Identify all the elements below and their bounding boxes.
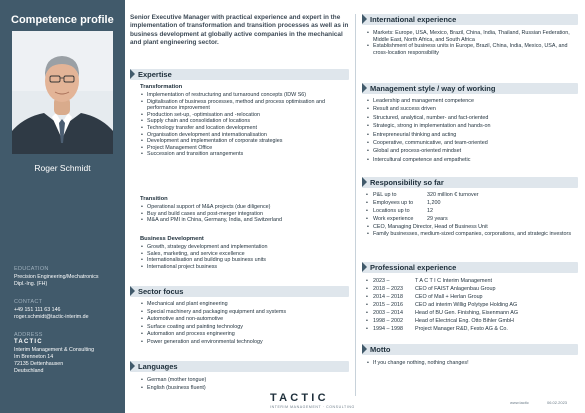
row-bullet: • [366, 310, 368, 316]
list-item: • Buy and build cases and post-merger integration [140, 211, 348, 218]
list-item: • English (business fluent) [140, 385, 348, 393]
list-item: • Operational support of M&A projects (due diligence) [140, 204, 348, 211]
subheading-business-development: Business Development [140, 236, 204, 242]
row-years: 2003 – 2014 [373, 310, 403, 316]
list-item: • Surface coating and painting technology [140, 324, 348, 332]
list-item: • Project Management Office [140, 145, 348, 152]
list-item: • Markets: Europe, USA, Mexico, Brazil, China, India, Thailand, Russian Federation, Middle East, North Africa, and South Africa [366, 30, 576, 43]
contact-heading: CONTACT [14, 299, 43, 305]
row-description: CEO of Mall + Herlan Group [415, 294, 483, 300]
row-label: Locations up to [373, 208, 410, 214]
row-description: CEO of FAIST Anlagenbau Group [415, 286, 496, 292]
intro-text: Senior Executive Manager with practical experience and expert in the implementation of transformation and transition processes as well as in business development at globally active companies in the mechanical and plant engineering sector. [130, 14, 349, 47]
sector-focus-list [140, 301, 348, 347]
address-company-logo: TACTIC [14, 339, 43, 345]
business-development-list [140, 244, 348, 270]
right-column [362, 0, 580, 413]
footer-website[interactable]: www.tactic [510, 400, 529, 405]
portrait-photo [12, 31, 113, 154]
row-value: 320 million € turnover [427, 192, 479, 198]
education-heading: EDUCATION [14, 266, 49, 272]
languages-list [140, 377, 348, 392]
row-description: Project Manager R&D, Festo AG & Co. [415, 326, 508, 332]
list-item: • CEO, Managing Director, Head of Business Unit [366, 224, 576, 231]
list-item: • Succession and transition arrangements [140, 151, 348, 158]
section-title: Professional experience [370, 263, 457, 272]
row-bullet: • [366, 318, 368, 324]
international-list [366, 30, 576, 56]
list-item: • Digitalisation of business processes, method and process optimisation and performance improvement [140, 99, 348, 112]
triangle-marker-icon [362, 177, 367, 187]
portrait-icon [12, 31, 113, 154]
list-item: • Result and success driven [366, 105, 576, 113]
section-title: International experience [370, 15, 457, 24]
triangle-marker-icon [362, 262, 367, 272]
row-description: Head of BU Gen. Finishing, Eisenmann AG [415, 310, 519, 316]
row-years: 2023 – [373, 278, 390, 284]
subheading-transformation: Transformation [140, 84, 183, 90]
professional-section-header [362, 262, 578, 273]
row-bullet: • [366, 294, 368, 300]
triangle-marker-icon [130, 69, 135, 79]
row-label: Work experience [373, 216, 414, 222]
row-description: CEO ad interim Willig Polytype Holding AG [415, 302, 518, 308]
row-value: 1,200 [427, 200, 441, 206]
transformation-list [140, 92, 348, 158]
address-heading: ADDRESS [14, 332, 43, 338]
row-bullet: • [366, 286, 368, 292]
list-item: • Cooperative, communicative, and team-oriented [366, 139, 576, 147]
row-value: 12 [427, 208, 433, 214]
list-item: • Power generation and environmental technology [140, 339, 348, 347]
list-item: • M&A and PMI in China, Germany, India, and Switzerland [140, 217, 348, 224]
list-item: • Mechanical and plant engineering [140, 301, 348, 309]
row-label: P&L up to [373, 192, 397, 198]
list-item: • Growth, strategy development and implementation [140, 244, 348, 251]
international-section-header [362, 14, 578, 25]
person-name: Roger Schmidt [34, 163, 91, 173]
row-bullet: • [366, 200, 368, 206]
row-years: 1994 – 1998 [373, 326, 403, 332]
section-title: Responsibility so far [370, 178, 444, 187]
row-label: Employees up to [373, 200, 414, 206]
management-style-section-header [362, 83, 578, 94]
list-item: • Automation and process engineering [140, 331, 348, 339]
list-item: • Structured, analytical, number- and fact-oriented [366, 114, 576, 122]
triangle-marker-icon [362, 14, 367, 24]
row-years: 2015 – 2016 [373, 302, 403, 308]
row-description: Head of Electrical Eng. Otto Bihler GmbH [415, 318, 514, 324]
list-item: • International project business [140, 264, 348, 271]
row-bullet: • [366, 302, 368, 308]
management-style-list [366, 97, 576, 164]
row-bullet: • [366, 208, 368, 214]
list-item: • Entrepreneurial thinking and acting [366, 131, 576, 139]
row-years: 2014 – 2018 [373, 294, 403, 300]
motto-section-header [362, 344, 578, 355]
row-years: 1998 – 2002 [373, 318, 403, 324]
list-item: • German (mother tongue) [140, 377, 348, 385]
list-item: • Establishment of business units in Europe, Brazil, China, India, Mexico, USA, and cross-location responsibility [366, 43, 576, 56]
expertise-section-header [130, 69, 349, 80]
row-years: 2018 – 2023 [373, 286, 403, 292]
triangle-marker-icon [130, 361, 135, 371]
list-item: • Sales, marketing, and service excellence [140, 251, 348, 258]
list-item: • Technology transfer and location development [140, 125, 348, 132]
row-description: T A C T I C Interim Management [415, 278, 492, 284]
list-item: • If you change nothing, nothing changes! [366, 360, 576, 367]
list-item: • Intercultural competence and empathetic [366, 156, 576, 164]
list-item: • Organisation development and internationalisation [140, 132, 348, 139]
list-item: • Family businesses, medium-sized companies, corporations, and strategic investors [366, 231, 576, 238]
list-item: • Automotive and non-automotive [140, 316, 348, 324]
footer-date: 06.02.2023 [547, 400, 568, 405]
row-bullet: • [366, 216, 368, 222]
email-address[interactable]: roger.schmidt@tactic-interim.de [14, 314, 89, 320]
footer-logo: TACTIC [270, 392, 329, 404]
address-line: 72135 Dettenhausen [14, 361, 64, 367]
section-title: Motto [370, 345, 391, 354]
list-item: • Leadership and management competence [366, 97, 576, 105]
middle-column [128, 0, 353, 413]
sidebar [0, 0, 125, 413]
sector-focus-section-header [130, 286, 349, 297]
responsibility-list [366, 224, 576, 239]
address-line: Im Brenneton 14 [14, 354, 54, 360]
education-line: Dipl.-Ing. (FH) [14, 281, 48, 287]
list-item: • Production set-up, -optimisation and -relocation [140, 112, 348, 119]
row-bullet: • [366, 326, 368, 332]
subheading-transition: Transition [140, 196, 168, 202]
triangle-marker-icon [362, 344, 367, 354]
page-title: Competence profile [11, 14, 114, 26]
address-line: Interim Management & Consulting [14, 347, 95, 353]
list-item: • Internationalisation and building up business units [140, 257, 348, 264]
list-item: • Strategic, strong in implementation and hands-on [366, 122, 576, 130]
column-divider [355, 14, 356, 396]
motto-list [366, 360, 576, 367]
footer-logo-tagline: INTERIM MANAGEMENT · CONSULTING [270, 405, 355, 409]
education-line: Precision Engineering/Mechatronics [14, 274, 99, 280]
list-item: • Implementation of restructuring and turnaround concepts (IDW S6) [140, 92, 348, 99]
languages-section-header [130, 361, 349, 372]
list-item: • Supply chain and consolidation of locations [140, 118, 348, 125]
row-bullet: • [366, 192, 368, 198]
address-line: Deutschland [14, 368, 44, 374]
phone-number[interactable]: +49 151 111 63 146 [14, 307, 61, 313]
row-value: 29 years [427, 216, 448, 222]
list-item: • Development and implementation of corporate strategies [140, 138, 348, 145]
triangle-marker-icon [130, 286, 135, 296]
section-title: Management style / way of working [370, 84, 496, 93]
section-title: Languages [138, 362, 178, 371]
triangle-marker-icon [362, 83, 367, 93]
list-item: • Global and process-oriented mindset [366, 147, 576, 155]
section-title: Sector focus [138, 287, 184, 296]
row-bullet: • [366, 278, 368, 284]
responsibility-section-header [362, 177, 578, 188]
section-title: Expertise [138, 70, 172, 79]
list-item: • Special machinery and packaging equipment and systems [140, 309, 348, 317]
transition-list [140, 204, 348, 224]
